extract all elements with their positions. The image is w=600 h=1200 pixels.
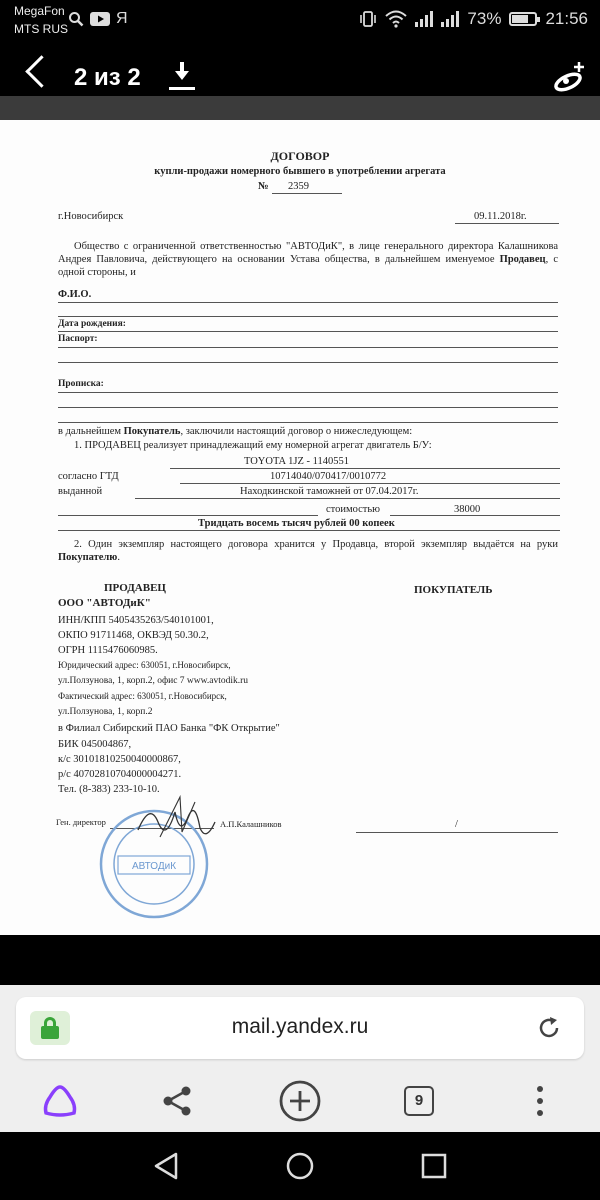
menu-icon[interactable] [518, 1079, 562, 1123]
document-page [0, 120, 600, 935]
viewer-toolbar [0, 44, 600, 96]
cost-value: 38000 [454, 504, 481, 515]
seller-line: Тел. (8-383) 233-10-10. [58, 784, 160, 795]
seller-line: ул.Ползунова, 1, корп.2 [58, 707, 153, 717]
reload-icon[interactable] [536, 1015, 562, 1041]
registration-line [58, 392, 558, 393]
gtd-label: согласно ГТД [58, 471, 119, 482]
doc-number-label: № [258, 181, 269, 192]
clause-2: 2. Один экземпляр настоящего договора хранится у Продавца, второй экземпляр выдаётся на руки Покупателю. [58, 539, 558, 563]
battery-fill [512, 15, 528, 23]
engine-model: TOYOTA 1JZ - 1140551 [244, 456, 350, 467]
dob-line [58, 331, 558, 332]
fio-label: Ф.И.О. [58, 289, 92, 300]
yandex-icon: Я [116, 10, 128, 27]
doc-intro: Общество с ограниченной ответственностью "АВТОДиК", в лице генерального директора Калашникова Андрея Павловича, действующего на основании Устава общества, в дальнейшем именуемое Продавец, с одной стороны, и [58, 241, 558, 278]
buyer-heading: ПОКУПАТЕЛЬ [414, 584, 493, 596]
youtube-icon [90, 12, 110, 26]
issued-underline [135, 498, 560, 499]
dob-label: Дата рождения: [58, 319, 126, 329]
share-logo-icon[interactable] [552, 60, 586, 94]
carrier-1: MegaFon [14, 4, 65, 18]
director-name: А.П.Калашников [220, 819, 282, 829]
system-navigation-bar [0, 1132, 600, 1200]
seller-line: БИК 045004867, [58, 739, 132, 750]
seller-line: ул.Ползунова, 1, корп.2, офис 7 www.avtodik.ru [58, 676, 249, 686]
signal-icon [441, 11, 459, 27]
seller-line: Фактический адрес: 630051, г.Новосибирск, [58, 691, 227, 701]
registration-line-3 [58, 422, 558, 423]
gtd-underline [180, 483, 560, 484]
tabs-count: 9 [404, 1086, 434, 1116]
back-triangle-icon[interactable] [150, 1150, 182, 1182]
registration-line-2 [58, 407, 558, 408]
seller-line: ОГРН 1115476060985. [58, 645, 158, 656]
cost-underline [390, 515, 560, 516]
passport-line-2 [58, 362, 558, 363]
fio-line-2 [58, 316, 558, 317]
issued-label: выданной [58, 486, 103, 497]
back-icon[interactable] [20, 54, 54, 88]
page-counter: 2 из 2 [74, 64, 141, 91]
viewer-background [0, 96, 600, 120]
tabs-icon[interactable] [398, 1079, 442, 1123]
download-icon[interactable] [166, 62, 198, 94]
home-circle-icon[interactable] [284, 1150, 316, 1182]
doc-number: 2359 [288, 181, 309, 192]
buyer-sign-slash: / [455, 819, 458, 830]
doc-subtitle: купли-продажи номерного бывшего в употреблении агрегата [154, 166, 446, 177]
seller-line: р/с 40702810704000004271. [58, 769, 182, 780]
buyer-clause: в дальнейшем Покупатель, заключили настоящий договор о нижеследующем: [58, 426, 413, 437]
clause-1: 1. ПРОДАВЕЦ реализует принадлежащий ему номерной агрегат двигатель Б/У: [74, 440, 432, 451]
doc-title: ДОГОВОР [270, 149, 330, 163]
battery-icon [509, 12, 537, 26]
cost-words: Тридцать восемь тысяч рублей 00 копеек [198, 518, 395, 529]
doc-city: г.Новосибирск [58, 211, 124, 222]
signal-icon [415, 11, 433, 27]
issued-by: Находкинской таможней от 07.04.2017г. [240, 486, 419, 497]
viewer-bottom [0, 935, 600, 985]
seller-name: ООО "АВТОДиК" [58, 597, 151, 609]
stamp-text: АВТОДиК [131, 861, 177, 872]
director-signature [120, 792, 230, 852]
seller-line: к/с 30101810250040000867, [58, 754, 181, 765]
url-text[interactable]: mail.yandex.ru [231, 1015, 369, 1038]
carrier-2: MTS RUS [14, 22, 68, 36]
date-underline [455, 223, 559, 224]
browser-toolbar [0, 1069, 600, 1131]
seller-line: ИНН/КПП 5405435263/540101001, [58, 615, 214, 626]
seller-line: Юридический адрес: 630051, г.Новосибирск, [58, 660, 231, 670]
seller-line: ОКПО 91711468, ОКВЭД 50.30.2, [58, 630, 209, 641]
status-bar [0, 0, 600, 44]
address-bar[interactable] [16, 997, 584, 1059]
registration-label: Прописка: [58, 379, 104, 389]
fio-line [58, 302, 558, 303]
search-icon [68, 11, 84, 27]
gtd-number: 10714040/070417/0010772 [270, 471, 387, 482]
seller-heading: ПРОДАВЕЦ [104, 582, 166, 594]
engine-underline [170, 468, 560, 469]
cost-words-underline [58, 530, 560, 531]
passport-label: Паспорт: [58, 334, 98, 344]
director-label: Ген. директор [56, 817, 106, 827]
alice-icon[interactable] [38, 1079, 82, 1123]
cost-line-left [58, 515, 318, 516]
vibrate-icon [359, 10, 377, 28]
clock: 21:56 [545, 9, 588, 28]
buyer-sign-line [356, 832, 558, 833]
wifi-icon [385, 10, 407, 28]
browser-bar [0, 985, 600, 1132]
recents-square-icon[interactable] [418, 1150, 450, 1182]
doc-date: 09.11.2018г. [474, 211, 527, 222]
number-underline [272, 193, 342, 194]
passport-line [58, 347, 558, 348]
seller-line: в Филиал Сибирский ПАО Банка "ФК Открытие" [58, 723, 280, 734]
new-tab-icon[interactable] [278, 1079, 322, 1123]
system-icons [359, 9, 588, 29]
notification-icons [68, 10, 128, 28]
battery-percent: 73% [467, 9, 502, 28]
cost-label: стоимостью [326, 504, 381, 515]
share-icon[interactable] [156, 1079, 200, 1123]
